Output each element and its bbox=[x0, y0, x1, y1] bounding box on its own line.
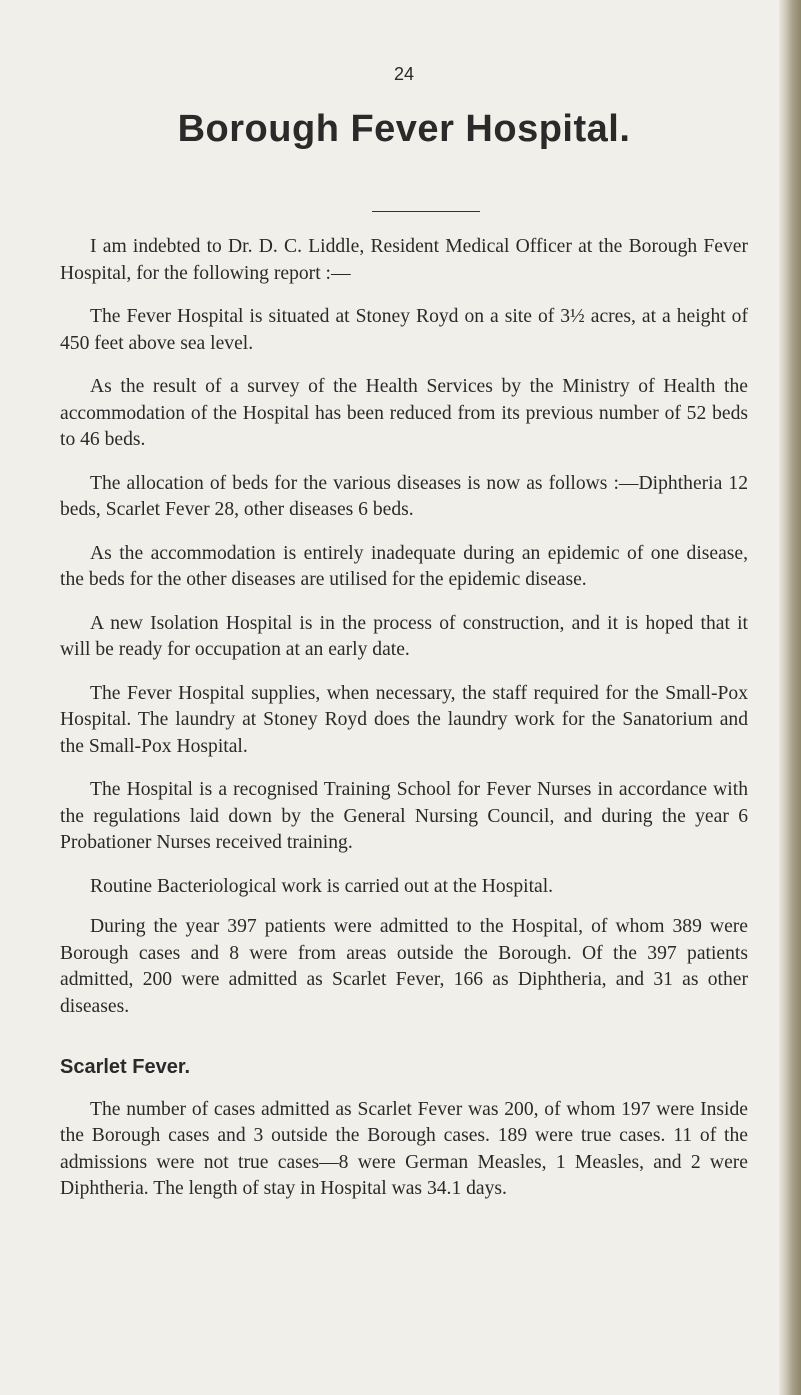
paragraph-intro: I am indebted to Dr. D. C. Liddle, Resident Medical Officer at the Borough Fever Hospital, for the following report :— bbox=[60, 236, 748, 284]
report-body bbox=[60, 234, 748, 1220]
page-edge-shadow bbox=[779, 0, 801, 1395]
paragraph-survey: As the result of a survey of the Health Services by the Ministry of Health the accommodation of the Hospital has been reduced from its previous number of 52 beds to 46 beds. bbox=[60, 376, 748, 450]
document-page bbox=[60, 0, 748, 1395]
page-title: Borough Fever Hospital. bbox=[177, 108, 631, 150]
paragraph-isolation-hospital: A new Isolation Hospital is in the process of construction, and it is hoped that it will be ready for occupation at an early date. bbox=[60, 612, 748, 660]
paragraph-training-school: The Hospital is a recognised Training School for Fever Nurses in accordance with the regulations laid down by the General Nursing Council, and during the year 6 Probationer Nurses received training. bbox=[60, 779, 748, 853]
paragraph-scarlet-fever: The number of cases admitted as Scarlet Fever was 200, of whom 197 were Inside the Borough cases and 3 outside the Borough cases. 189 were true cases. 11 of the admissions were not true cases—8 were German Measles, 1 Measles, and 2 were Diphtheria. The length of stay in Hospital was 34.1 days. bbox=[60, 1098, 748, 1199]
title-divider bbox=[372, 211, 480, 212]
paragraph-site: The Fever Hospital is situated at Stoney Royd on a site of 3½ acres, at a height of 450 feet above sea level. bbox=[60, 306, 748, 354]
paragraph-epidemic: As the accommodation is entirely inadequate during an epidemic of one disease, the beds for the other diseases are utilised for the epidemic disease. bbox=[60, 542, 748, 590]
paragraph-bed-allocation: The allocation of beds for the various diseases is now as follows :—Diphtheria 12 beds, Scarlet Fever 28, other diseases 6 beds. bbox=[60, 472, 748, 520]
paragraph-bacteriological: Routine Bacteriological work is carried out at the Hospital. bbox=[90, 875, 554, 897]
paragraph-admissions: During the year 397 patients were admitted to the Hospital, of whom 389 were Borough cases and 8 were from areas outside the Borough. Of the 397 patients admitted, 200 were admitted as Scarlet Fever, 166 as Diphtheria, and 31 as other diseases. bbox=[60, 916, 748, 1017]
page-number: 24 bbox=[393, 64, 415, 84]
section-heading-scarlet-fever: Scarlet Fever. bbox=[60, 1056, 191, 1078]
paragraph-staff-laundry: The Fever Hospital supplies, when necessary, the staff required for the Small-Pox Hospital. The laundry at Stoney Royd does the laundry work for the Sanatorium and the Small-Pox Hospital. bbox=[60, 682, 748, 757]
